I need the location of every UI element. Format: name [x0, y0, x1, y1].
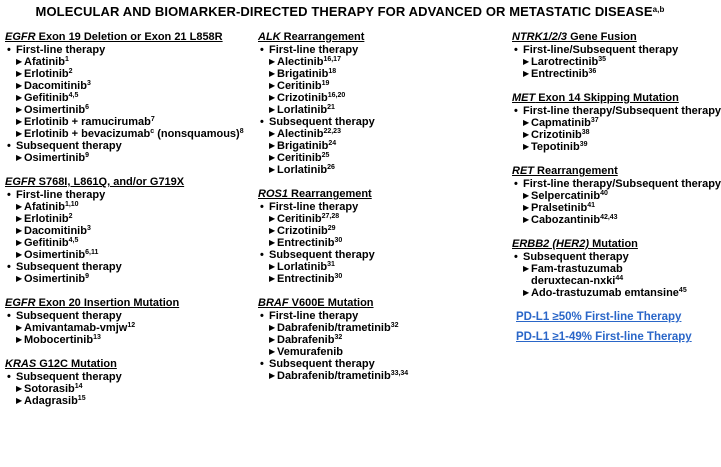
drug-name: Gefitinib — [24, 92, 69, 104]
reference-marker: 9 — [85, 152, 90, 159]
reference-marker: 14 — [74, 383, 83, 390]
therapy-group-label: • Subsequent therapy — [7, 140, 122, 152]
bullet-icon: • — [7, 261, 11, 273]
page-title: MOLECULAR AND BIOMARKER-DIRECTED THERAPY FOR ADVANCED OR METASTATIC DISEASE$^{a,b}$ — [35, 4, 665, 19]
drug-name: Osimertinib — [24, 273, 86, 285]
drug-item — [512, 68, 697, 80]
bullet-icon: • — [514, 178, 518, 190]
triangle-bullet-icon: ▶ — [16, 117, 23, 126]
section-header — [512, 92, 697, 105]
bullet-icon: • — [260, 249, 264, 261]
drug-name: Erlotinib — [24, 213, 69, 225]
alteration-label: Mutation — [589, 238, 638, 250]
section-header — [512, 31, 697, 44]
section-header — [5, 176, 250, 189]
triangle-bullet-icon: ▶ — [269, 141, 276, 150]
section-alk-rearrangement — [258, 31, 503, 176]
reference-marker: 6,11 — [85, 249, 99, 256]
triangle-bullet-icon: ▶ — [16, 335, 23, 344]
triangle-bullet-icon: ▶ — [523, 203, 530, 212]
therapy-group-label: • Subsequent therapy — [260, 249, 375, 261]
triangle-bullet-icon: ▶ — [269, 153, 276, 162]
reference-marker: 39 — [579, 141, 588, 148]
drug-item — [5, 249, 250, 261]
section-ntrk1-2-3-gene-fusion — [512, 31, 697, 80]
drug-name: Dabrafenib — [277, 334, 335, 346]
drug-item — [5, 213, 250, 225]
drug-name: Erlotinib + ramucirumab — [24, 116, 151, 128]
reference-marker: 3 — [86, 225, 91, 232]
triangle-bullet-icon: ▶ — [269, 69, 276, 78]
reference-marker: 44 — [615, 275, 624, 282]
therapy-group-label: • First-line therapy — [260, 201, 359, 213]
drug-item — [5, 383, 250, 395]
reference-marker: 8 — [239, 128, 244, 135]
column-1 — [5, 31, 250, 419]
therapy-group-label: • Subsequent therapy — [514, 251, 629, 263]
reference-marker: 40 — [600, 190, 608, 197]
drug-name: Crizotinib — [277, 92, 328, 104]
triangle-bullet-icon: ▶ — [269, 274, 276, 283]
reference-marker: 3 — [86, 80, 91, 87]
drug-item — [5, 104, 250, 116]
drug-name: deruxtecan-nxki — [531, 275, 616, 287]
drug-name: Crizotinib — [531, 129, 582, 141]
reference-marker: 33,34 — [390, 370, 409, 377]
drug-item — [512, 129, 697, 141]
drug-name: Larotrectinib — [531, 56, 599, 68]
bullet-icon: • — [7, 310, 11, 322]
reference-marker: 16,20 — [327, 92, 346, 99]
triangle-bullet-icon: ▶ — [16, 226, 23, 235]
drug-name: Osimertinib — [24, 152, 86, 164]
drug-name: Lorlatinib — [277, 104, 328, 116]
drug-name: Afatinib — [24, 201, 65, 213]
drug-name: Dacomitinib — [24, 225, 87, 237]
gene-name: RET — [512, 165, 534, 177]
triangle-bullet-icon: ▶ — [523, 118, 530, 127]
drug-item — [258, 128, 503, 140]
bullet-icon: • — [7, 189, 11, 201]
therapy-group-label: • First-line therapy — [7, 189, 106, 201]
reference-marker: 4,5 — [68, 92, 79, 99]
triangle-bullet-icon: ▶ — [269, 165, 276, 174]
therapy-group-label: • First-line therapy/Subsequent therapy — [514, 178, 721, 190]
reference-marker: 2 — [68, 213, 73, 220]
gene-name: KRAS — [5, 358, 37, 370]
drug-name: Alectinib — [277, 128, 324, 140]
drug-name: Gefitinib — [24, 237, 69, 249]
reference-marker: 25 — [321, 152, 330, 159]
section-ret-rearrangement — [512, 165, 721, 226]
bullet-icon: • — [260, 201, 264, 213]
drug-item — [512, 56, 697, 68]
drug-name: Dabrafenib/trametinib — [277, 370, 391, 382]
drug-item — [258, 164, 503, 176]
alteration-label: Rearrangement — [280, 31, 365, 43]
column-2 — [258, 31, 503, 394]
drug-name: Vemurafenib — [277, 346, 344, 358]
reference-marker: 32 — [390, 322, 399, 329]
reference-marker: 6 — [85, 104, 90, 111]
bullet-icon: • — [260, 358, 264, 370]
drug-item — [258, 346, 503, 358]
drug-item — [5, 273, 250, 285]
bullet-icon: • — [260, 116, 264, 128]
therapy-group-label: • Subsequent therapy — [7, 371, 122, 383]
drug-item — [5, 116, 250, 128]
section-kras-g12c-mutation — [5, 358, 250, 407]
drug-name: Erlotinib — [24, 68, 69, 80]
reference-marker: 1,10 — [64, 201, 79, 208]
drug-item — [258, 80, 503, 92]
drug-name: Lorlatinib — [277, 261, 328, 273]
section-header — [5, 297, 250, 310]
drug-item — [5, 80, 250, 92]
reference-marker: 32 — [334, 334, 343, 341]
reference-marker: 30 — [334, 273, 343, 280]
drug-item — [5, 201, 250, 213]
drug-item — [258, 152, 503, 164]
drug-item — [5, 128, 250, 140]
section-met-exon-14-skipping-mutation — [512, 92, 721, 153]
alteration-label: Exon 14 Skipping Mutation — [535, 92, 679, 104]
therapy-group-label: • First-line/Subsequent therapy — [514, 44, 679, 56]
triangle-bullet-icon: ▶ — [523, 191, 530, 200]
reference-marker: 37 — [590, 117, 599, 124]
section-header — [5, 31, 250, 44]
drug-name: Brigatinib — [277, 68, 329, 80]
drug-item — [258, 237, 503, 249]
bullet-icon: • — [514, 251, 518, 263]
reference-marker: 2 — [68, 68, 73, 75]
triangle-bullet-icon: ▶ — [523, 142, 530, 151]
gene-name: ALK — [258, 31, 281, 43]
column-3 — [512, 31, 721, 343]
alteration-label: Exon 19 Deletion or Exon 21 L858R — [35, 31, 223, 43]
reference-marker: 35 — [598, 56, 607, 63]
drug-item — [258, 273, 503, 285]
drug-item — [5, 322, 250, 334]
reference-marker: 18 — [328, 68, 337, 75]
drug-item — [5, 56, 250, 68]
bullet-icon: • — [7, 140, 11, 152]
gene-name: EGFR — [5, 176, 36, 188]
section-egfr-exon-20-insertion-mutation — [5, 297, 250, 346]
reference-marker: 36 — [588, 68, 597, 75]
link-pd-l1-50-first-line-therapy[interactable]: PD-L1 ≥50% First-line Therapy — [516, 311, 682, 323]
alteration-label: Rearrangement — [287, 188, 372, 200]
reference-marker: 24 — [328, 140, 337, 147]
bullet-icon: • — [514, 44, 518, 56]
triangle-bullet-icon: ▶ — [16, 384, 23, 393]
gene-name: EGFR — [5, 297, 36, 309]
reference-marker: 19 — [321, 80, 330, 87]
drug-name: Erlotinib + bevacizumab — [24, 128, 151, 140]
drug-name: Crizotinib — [277, 225, 328, 237]
drug-name: Ceritinib — [277, 152, 322, 164]
drug-item — [258, 261, 503, 273]
triangle-bullet-icon: ▶ — [523, 69, 530, 78]
drug-name: Afatinib — [24, 56, 65, 68]
triangle-bullet-icon: ▶ — [523, 215, 530, 224]
gene-name: MET — [512, 92, 536, 104]
therapy-group-label: • First-line therapy — [260, 44, 359, 56]
drug-item — [512, 263, 697, 275]
gene-name: BRAF — [258, 297, 289, 309]
reference-marker: 26 — [327, 164, 335, 171]
reference-marker: 45 — [678, 287, 687, 294]
triangle-bullet-icon: ▶ — [16, 69, 23, 78]
drug-item — [258, 213, 503, 225]
reference-marker: 22,23 — [323, 128, 341, 135]
drug-name: Osimertinib — [24, 249, 86, 261]
drug-item — [5, 237, 250, 249]
triangle-bullet-icon: ▶ — [269, 81, 276, 90]
triangle-bullet-icon: ▶ — [16, 81, 23, 90]
drug-name: Brigatinib — [277, 140, 329, 152]
triangle-bullet-icon: ▶ — [269, 226, 276, 235]
alteration-label: Gene Fusion — [567, 31, 637, 43]
section-header — [258, 297, 503, 310]
triangle-bullet-icon: ▶ — [16, 153, 23, 162]
reference-marker: 4,5 — [68, 237, 79, 244]
reference-marker: c — [150, 128, 155, 135]
triangle-bullet-icon: ▶ — [523, 57, 530, 66]
drug-item — [512, 117, 697, 129]
triangle-bullet-icon: ▶ — [16, 238, 23, 247]
triangle-bullet-icon: ▶ — [269, 262, 276, 271]
therapy-group-label: • First-line therapy — [260, 310, 359, 322]
triangle-bullet-icon: ▶ — [16, 202, 23, 211]
section-header — [258, 188, 503, 201]
drug-name: Lorlatinib — [277, 164, 328, 176]
triangle-bullet-icon: ▶ — [16, 129, 23, 138]
triangle-bullet-icon: ▶ — [16, 93, 23, 102]
reference-marker: 30 — [334, 237, 343, 244]
reference-marker: 42,43 — [600, 214, 618, 221]
reference-marker: 29 — [327, 225, 336, 232]
triangle-bullet-icon: ▶ — [16, 250, 23, 259]
link-pd-l1-1-49-first-line-therapy[interactable]: PD-L1 ≥1-49% First-line Therapy — [516, 331, 692, 343]
drug-name: Dabrafenib/trametinib — [277, 322, 391, 334]
drug-name: Amivantamab-vmjw — [24, 322, 128, 334]
reference-marker: 12 — [127, 322, 136, 329]
alteration-label: G12C Mutation — [36, 358, 117, 370]
therapy-group-label: • First-line therapy — [7, 44, 106, 56]
reference-marker: 16,17 — [323, 56, 341, 63]
drug-name: Entrectinib — [277, 237, 335, 249]
triangle-bullet-icon: ▶ — [523, 264, 530, 273]
triangle-bullet-icon: ▶ — [269, 57, 276, 66]
drug-item — [258, 322, 503, 334]
section-header — [5, 358, 250, 371]
drug-name: Alectinib — [277, 56, 324, 68]
therapy-group-label: • First-line therapy/Subsequent therapy — [514, 105, 721, 117]
reference-marker: 1 — [64, 56, 69, 63]
drug-item — [5, 152, 250, 164]
drug-name: Fam-trastuzumab — [531, 263, 623, 275]
section-header — [512, 165, 697, 178]
drug-name: Mobocertinib — [24, 334, 94, 346]
title-footnote-marker: a,b — [652, 5, 665, 14]
drug-item — [512, 287, 697, 299]
alteration-label: S768I, L861Q, and/or G719X — [35, 176, 185, 188]
triangle-bullet-icon: ▶ — [269, 129, 276, 138]
bullet-icon: • — [514, 105, 518, 117]
therapy-group-label: • Subsequent therapy — [7, 261, 122, 273]
triangle-bullet-icon: ▶ — [523, 130, 530, 139]
triangle-bullet-icon: ▶ — [269, 323, 276, 332]
triangle-bullet-icon: ▶ — [269, 347, 276, 356]
drug-item — [5, 225, 250, 237]
drug-item — [512, 190, 697, 202]
triangle-bullet-icon: ▶ — [523, 288, 530, 297]
reference-marker: 7 — [150, 116, 155, 123]
drug-item — [5, 395, 250, 407]
gene-name: EGFR — [5, 31, 36, 43]
drug-item — [512, 202, 697, 214]
gene-name: ERBB2 (HER2) — [512, 238, 590, 250]
drug-name: Entrectinib — [531, 68, 589, 80]
drug-name: Sotorasib — [24, 383, 75, 395]
drug-item — [258, 56, 503, 68]
reference-marker: 27,28 — [321, 213, 340, 220]
triangle-bullet-icon: ▶ — [269, 214, 276, 223]
section-header — [512, 238, 697, 251]
drug-item — [258, 334, 503, 346]
bullet-icon: • — [260, 310, 264, 322]
reference-marker: 15 — [77, 395, 86, 402]
drug-name: Selpercatinib — [531, 190, 601, 202]
triangle-bullet-icon: ▶ — [16, 105, 23, 114]
triangle-bullet-icon: ▶ — [269, 335, 276, 344]
section-braf-v600e-mutation — [258, 297, 503, 382]
drug-name: Ado-trastuzumab emtansine — [531, 287, 679, 299]
section-ros1-rearrangement — [258, 188, 503, 285]
alteration-label: Exon 20 Insertion Mutation — [35, 297, 180, 309]
reference-marker: 41 — [587, 202, 596, 209]
drug-item — [512, 141, 697, 153]
drug-item — [258, 370, 503, 382]
drug-name: Ceritinib — [277, 213, 322, 225]
drug-name: Ceritinib — [277, 80, 322, 92]
section-egfr-exon-19-deletion-or-exon-21-l858r — [5, 31, 250, 164]
drug-item — [258, 140, 503, 152]
triangle-bullet-icon: ▶ — [16, 274, 23, 283]
therapy-group-label: • Subsequent therapy — [7, 310, 122, 322]
drug-name: Capmatinib — [531, 117, 591, 129]
therapy-group-label: • Subsequent therapy — [260, 116, 375, 128]
section-header — [258, 31, 503, 44]
gene-name: ROS1 — [258, 188, 288, 200]
drug-item — [5, 334, 250, 346]
section-egfr-s768i-l861q-and-or-g719x — [5, 176, 250, 285]
triangle-bullet-icon: ▶ — [269, 105, 276, 114]
drug-item — [512, 275, 697, 287]
reference-marker: 9 — [85, 273, 90, 280]
drug-name: Dacomitinib — [24, 80, 87, 92]
triangle-bullet-icon: ▶ — [16, 214, 23, 223]
triangle-bullet-icon: ▶ — [269, 371, 276, 380]
drug-name: Cabozantinib — [531, 214, 601, 226]
drug-item — [258, 92, 503, 104]
bullet-icon: • — [7, 44, 11, 56]
drug-name: Osimertinib — [24, 104, 86, 116]
drug-name: Entrectinib — [277, 273, 335, 285]
drug-item — [512, 214, 697, 226]
drug-name: Tepotinib — [531, 141, 580, 153]
drug-item — [5, 68, 250, 80]
reference-marker: 31 — [327, 261, 335, 268]
drug-name: Adagrasib — [24, 395, 78, 407]
bullet-icon: • — [7, 371, 11, 383]
triangle-bullet-icon: ▶ — [16, 323, 23, 332]
reference-marker: 38 — [581, 129, 590, 136]
alteration-label: Rearrangement — [534, 165, 618, 177]
section-erbb2-her2-mutation — [512, 238, 697, 299]
drug-item — [258, 225, 503, 237]
alteration-label: V600E Mutation — [288, 297, 374, 309]
drug-qualifier: (nonsquamous) — [154, 128, 240, 140]
bullet-icon: • — [260, 44, 264, 56]
triangle-bullet-icon: ▶ — [269, 238, 276, 247]
gene-name: NTRK1/2/3 — [512, 31, 568, 43]
triangle-bullet-icon: ▶ — [16, 396, 23, 405]
drug-item — [258, 104, 503, 116]
reference-marker: 13 — [93, 334, 101, 341]
triangle-bullet-icon: ▶ — [269, 93, 276, 102]
drug-item — [5, 92, 250, 104]
drug-name: Pralsetinib — [531, 202, 588, 214]
triangle-bullet-icon: ▶ — [16, 57, 23, 66]
drug-item — [258, 68, 503, 80]
reference-marker: 21 — [327, 104, 335, 111]
therapy-group-label: • Subsequent therapy — [260, 358, 375, 370]
